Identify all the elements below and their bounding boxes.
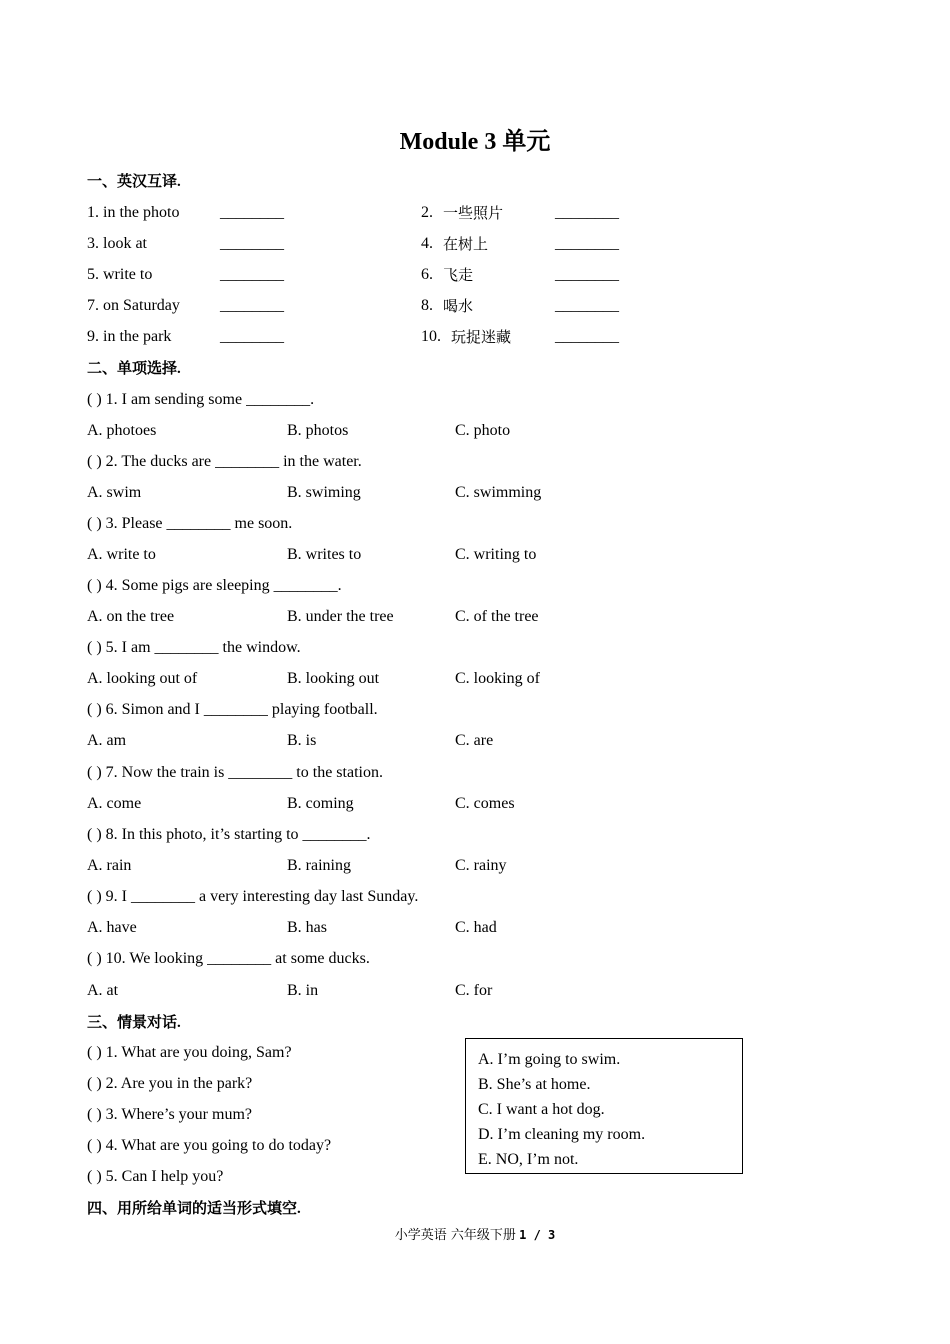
answer-option[interactable]: C. I want a hot dog.: [478, 1101, 605, 1118]
option-a[interactable]: A. come: [87, 795, 142, 812]
list-item-number: 4.: [421, 235, 433, 252]
answer-options-box: [465, 1038, 743, 1174]
option-c[interactable]: C. of the tree: [455, 608, 539, 625]
dialog-question: ( ) 5. Can I help you?: [87, 1168, 224, 1185]
dialog-question: ( ) 2. Are you in the park?: [87, 1075, 253, 1092]
page-number: 1 / 3: [519, 1228, 556, 1242]
option-a[interactable]: A. at: [87, 982, 119, 999]
question: ( ) 9. I ________ a very interesting day last Sunday.: [87, 888, 419, 905]
option-b[interactable]: B. under the tree: [287, 608, 394, 625]
question: ( ) 5. I am ________ the window.: [87, 639, 301, 656]
option-a[interactable]: A. write to: [87, 546, 156, 563]
answer-option[interactable]: E. NO, I’m not.: [478, 1151, 579, 1168]
list-item-number: 8.: [421, 297, 433, 314]
option-c[interactable]: C. looking of: [455, 670, 540, 687]
option-b[interactable]: B. is: [287, 732, 317, 749]
option-b[interactable]: B. in: [287, 982, 319, 999]
answer-blank[interactable]: ________: [220, 266, 284, 283]
answer-blank[interactable]: ________: [220, 204, 284, 221]
section2-heading: 二、单项选择.: [87, 359, 181, 377]
option-b[interactable]: B. coming: [287, 795, 354, 812]
section1-heading: 一、英汉互译.: [87, 172, 181, 190]
option-c[interactable]: C. writing to: [455, 546, 537, 563]
answer-blank[interactable]: ________: [220, 235, 284, 252]
option-c[interactable]: C. comes: [455, 795, 515, 812]
question: ( ) 10. We looking ________ at some ducks.: [87, 950, 370, 967]
option-b[interactable]: B. raining: [287, 857, 351, 874]
option-c[interactable]: C. photo: [455, 422, 511, 439]
option-a[interactable]: A. swim: [87, 484, 142, 501]
answer-blank[interactable]: ________: [555, 328, 619, 345]
list-item: 3. look at: [87, 235, 147, 252]
list-item: 玩捉迷藏: [451, 328, 512, 346]
option-c[interactable]: C. are: [455, 732, 494, 749]
option-b[interactable]: B. has: [287, 919, 327, 936]
answer-blank[interactable]: ________: [555, 297, 619, 314]
option-c[interactable]: C. had: [455, 919, 497, 936]
list-item: 5. write to: [87, 266, 153, 283]
option-c[interactable]: C. rainy: [455, 857, 507, 874]
section4-heading: 四、用所给单词的适当形式填空.: [87, 1199, 301, 1217]
dialog-question: ( ) 3. Where’s your mum?: [87, 1106, 252, 1123]
option-c[interactable]: C. swimming: [455, 484, 542, 501]
footer-label: 小学英语 六年级下册: [394, 1228, 516, 1243]
option-a[interactable]: A. photoes: [87, 422, 157, 439]
dialog-question: ( ) 1. What are you doing, Sam?: [87, 1044, 292, 1061]
list-item-number: 6.: [421, 266, 433, 283]
list-item: 9. in the park: [87, 328, 172, 345]
list-item: 在树上: [443, 235, 489, 253]
question: ( ) 4. Some pigs are sleeping ________.: [87, 577, 342, 594]
list-item-number: 2.: [421, 204, 433, 221]
section3-heading: 三、情景对话.: [87, 1013, 181, 1031]
page-title: Module 3 单元: [399, 129, 551, 155]
list-item: 7. on Saturday: [87, 297, 180, 314]
question: ( ) 8. In this photo, it’s starting to ________.: [87, 826, 371, 843]
option-a[interactable]: A. rain: [87, 857, 132, 874]
list-item: 一些照片: [443, 204, 504, 222]
option-b[interactable]: B. photos: [287, 422, 349, 439]
answer-option[interactable]: B. She’s at home.: [478, 1076, 591, 1093]
option-b[interactable]: B. swiming: [287, 484, 361, 501]
option-a[interactable]: A. on the tree: [87, 608, 175, 625]
option-b[interactable]: B. looking out: [287, 670, 380, 687]
page-footer: [0, 1225, 950, 1246]
dialog-question: ( ) 4. What are you going to do today?: [87, 1137, 332, 1154]
option-a[interactable]: A. am: [87, 732, 127, 749]
question: ( ) 6. Simon and I ________ playing football.: [87, 701, 378, 718]
question: ( ) 7. Now the train is ________ to the station.: [87, 764, 383, 781]
option-b[interactable]: B. writes to: [287, 546, 362, 563]
answer-option[interactable]: D. I’m cleaning my room.: [478, 1126, 646, 1143]
answer-blank[interactable]: ________: [555, 235, 619, 252]
question: ( ) 1. I am sending some ________.: [87, 391, 315, 408]
option-a[interactable]: A. have: [87, 919, 137, 936]
question: ( ) 3. Please ________ me soon.: [87, 515, 293, 532]
answer-blank[interactable]: ________: [220, 297, 284, 314]
list-item: 飞走: [443, 266, 474, 284]
answer-blank[interactable]: ________: [220, 328, 284, 345]
list-item: 1. in the photo: [87, 204, 180, 221]
question: ( ) 2. The ducks are ________ in the water.: [87, 453, 362, 470]
option-a[interactable]: A. looking out of: [87, 670, 198, 687]
answer-blank[interactable]: ________: [555, 266, 619, 283]
list-item-number: 10.: [421, 328, 441, 345]
answer-option[interactable]: A. I’m going to swim.: [478, 1051, 621, 1068]
option-c[interactable]: C. for: [455, 982, 493, 999]
answer-blank[interactable]: ________: [555, 204, 619, 221]
list-item: 喝水: [443, 297, 474, 315]
